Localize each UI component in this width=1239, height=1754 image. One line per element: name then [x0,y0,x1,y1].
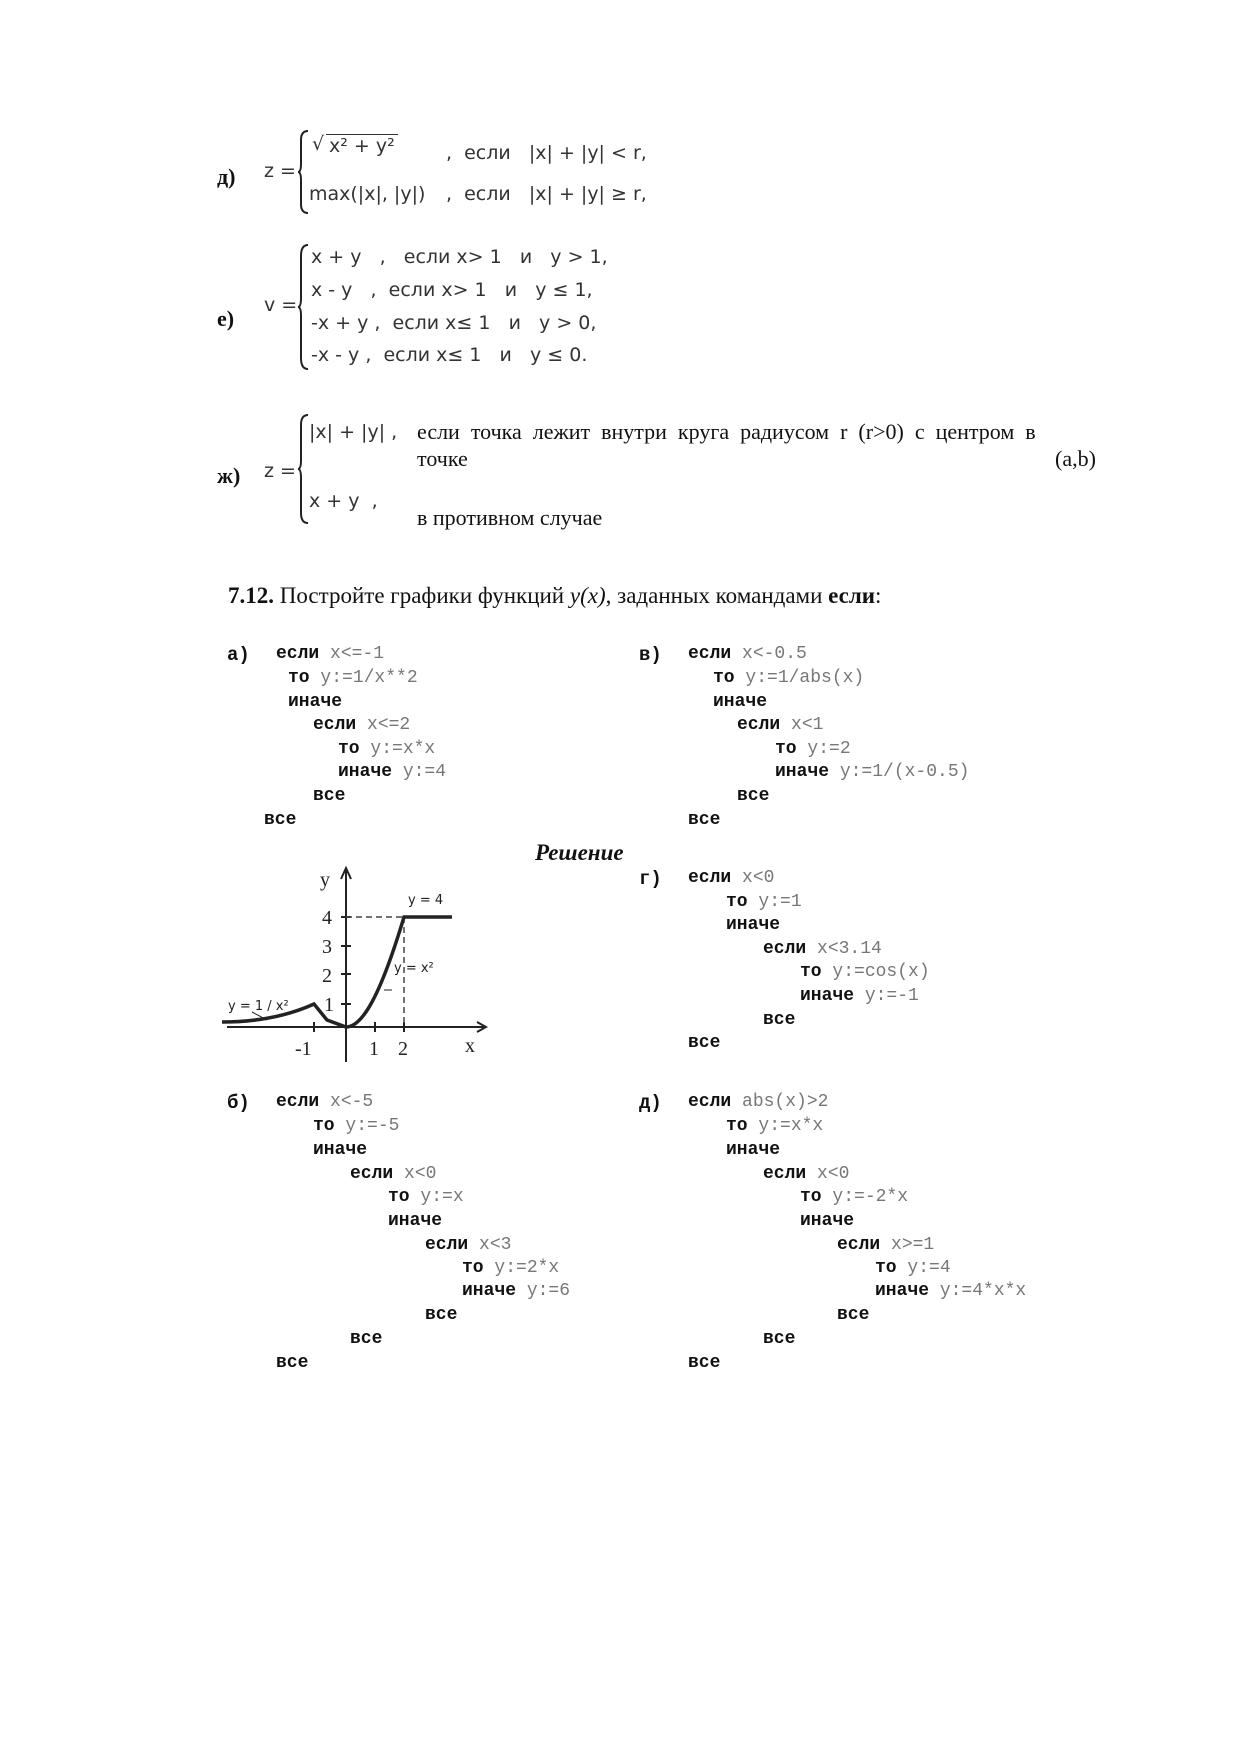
code-line: иначе y:=1/(x-0.5) [775,762,970,782]
code-line: все [350,1329,383,1349]
brace-icon [297,244,309,370]
code-line: если x<0 [688,868,775,888]
case-text: в противном случае [417,505,603,530]
y-tick-label: 3 [322,936,332,958]
code-line: то y:=2 [775,739,851,759]
code-line: иначе y:=-1 [800,986,919,1006]
case-expression: x² + y² [326,134,398,157]
code-line: все [837,1305,870,1325]
program-label: г) [639,868,662,890]
equation-label: е) [217,306,235,331]
program-label: а) [227,644,250,666]
task-keyword: если [828,583,876,608]
code-line: если x<-5 [276,1092,374,1112]
task-text: : [875,583,882,608]
program-label: д) [639,1092,662,1114]
code-line: то y:=-5 [313,1116,400,1136]
code-line: иначе y:=4*x*x [875,1281,1027,1301]
x-tick-label: 1 [369,1038,379,1060]
case-expression: x + y , [309,490,378,512]
case-row: x - y , если x> 1 и y ≤ 1, [311,279,593,301]
code-line: если x<3.14 [763,939,882,959]
annotation: y = 1 / x² [228,999,289,1014]
code-line: все [276,1353,309,1373]
code-line: если x<-0.5 [688,644,807,664]
case-row: -x + y , если x≤ 1 и y > 0, [311,312,597,334]
code-line: иначе [288,692,343,712]
case-text: если точка лежит внутри круга радиусом r (r>0) с центром в [417,419,1036,444]
case-text: точке [417,446,468,471]
code-line: если x<0 [350,1164,437,1184]
code-line: если x>=1 [837,1235,935,1255]
code-line: то y:=1 [726,892,802,912]
code-line: иначе [313,1140,368,1160]
y-tick-label: 2 [322,965,332,987]
code-line: все [425,1305,458,1325]
equation-lhs: z = [264,460,296,482]
code-line: все [313,786,346,806]
code-line: то y:=-2*x [800,1187,909,1207]
case-expression: max(|x|, |y|) [309,183,426,205]
code-line: если x<=-1 [276,644,385,664]
x-tick-label: 2 [398,1038,408,1060]
y-tick-label: 1 [324,994,334,1016]
code-line: все [688,810,721,830]
code-line: то y:=2*x [462,1258,560,1278]
solution-title: Решение [535,840,624,865]
code-line: иначе [388,1211,443,1231]
code-line: все [763,1010,796,1030]
code-line: если x<1 [737,715,824,735]
function-graph [222,862,490,1068]
case-condition: , если |x| + |y| < r, [446,142,647,164]
code-line: все [737,786,770,806]
code-line: все [763,1329,796,1349]
program-label: в) [639,644,662,666]
equation-label: д) [217,164,236,189]
code-line: то y:=cos(x) [800,962,930,982]
code-line: то y:=4 [875,1258,951,1278]
annotation: y = x² [394,961,434,976]
equation-lhs: v = [264,294,298,316]
code-line: иначе [800,1211,855,1231]
code-line: если abs(x)>2 [688,1092,829,1112]
code-line: иначе [726,1140,781,1160]
code-line: все [264,810,297,830]
code-line: то y:=x [388,1187,464,1207]
case-text: (a,b) [1055,446,1096,471]
task-function: y(x) [569,583,606,608]
task-number: 7.12. [228,583,274,608]
code-line: то y:=x*x [338,739,436,759]
case-row: -x - y , если x≤ 1 и y ≤ 0. [311,344,588,366]
task-text: Постройте графики функций [274,583,570,608]
code-line: иначе y:=4 [338,762,447,782]
x-axis-label: x [465,1035,475,1057]
code-line: иначе [713,692,768,712]
code-line: все [688,1353,721,1373]
brace-icon [297,414,309,524]
task-heading [228,583,881,609]
task-text: , заданных командами [605,583,829,608]
x-tick-label: -1 [295,1038,312,1060]
code-line: если x<3 [425,1235,512,1255]
y-tick-label: 4 [322,907,332,929]
code-line: все [688,1033,721,1053]
case-expression: |x| + |y| , [309,421,398,443]
sqrt-sign-icon: √ [312,133,325,155]
code-line: иначе [726,915,781,935]
case-condition: , если |x| + |y| ≥ r, [446,183,647,205]
y-axis-label: y [320,869,330,891]
annotation: y = 4 [408,893,444,908]
code-line: если x<=2 [313,715,411,735]
code-line: то y:=1/x**2 [288,668,418,688]
equation-lhs: z = [264,160,296,182]
program-label: б) [227,1092,250,1114]
code-line: то y:=1/abs(x) [713,668,865,688]
code-line: иначе y:=6 [462,1281,571,1301]
code-line: то y:=x*x [726,1116,824,1136]
case-row: x + y , если x> 1 и y > 1, [311,246,608,268]
equation-label: ж) [217,463,241,488]
code-line: если x<0 [763,1164,850,1184]
brace-icon [297,130,309,214]
